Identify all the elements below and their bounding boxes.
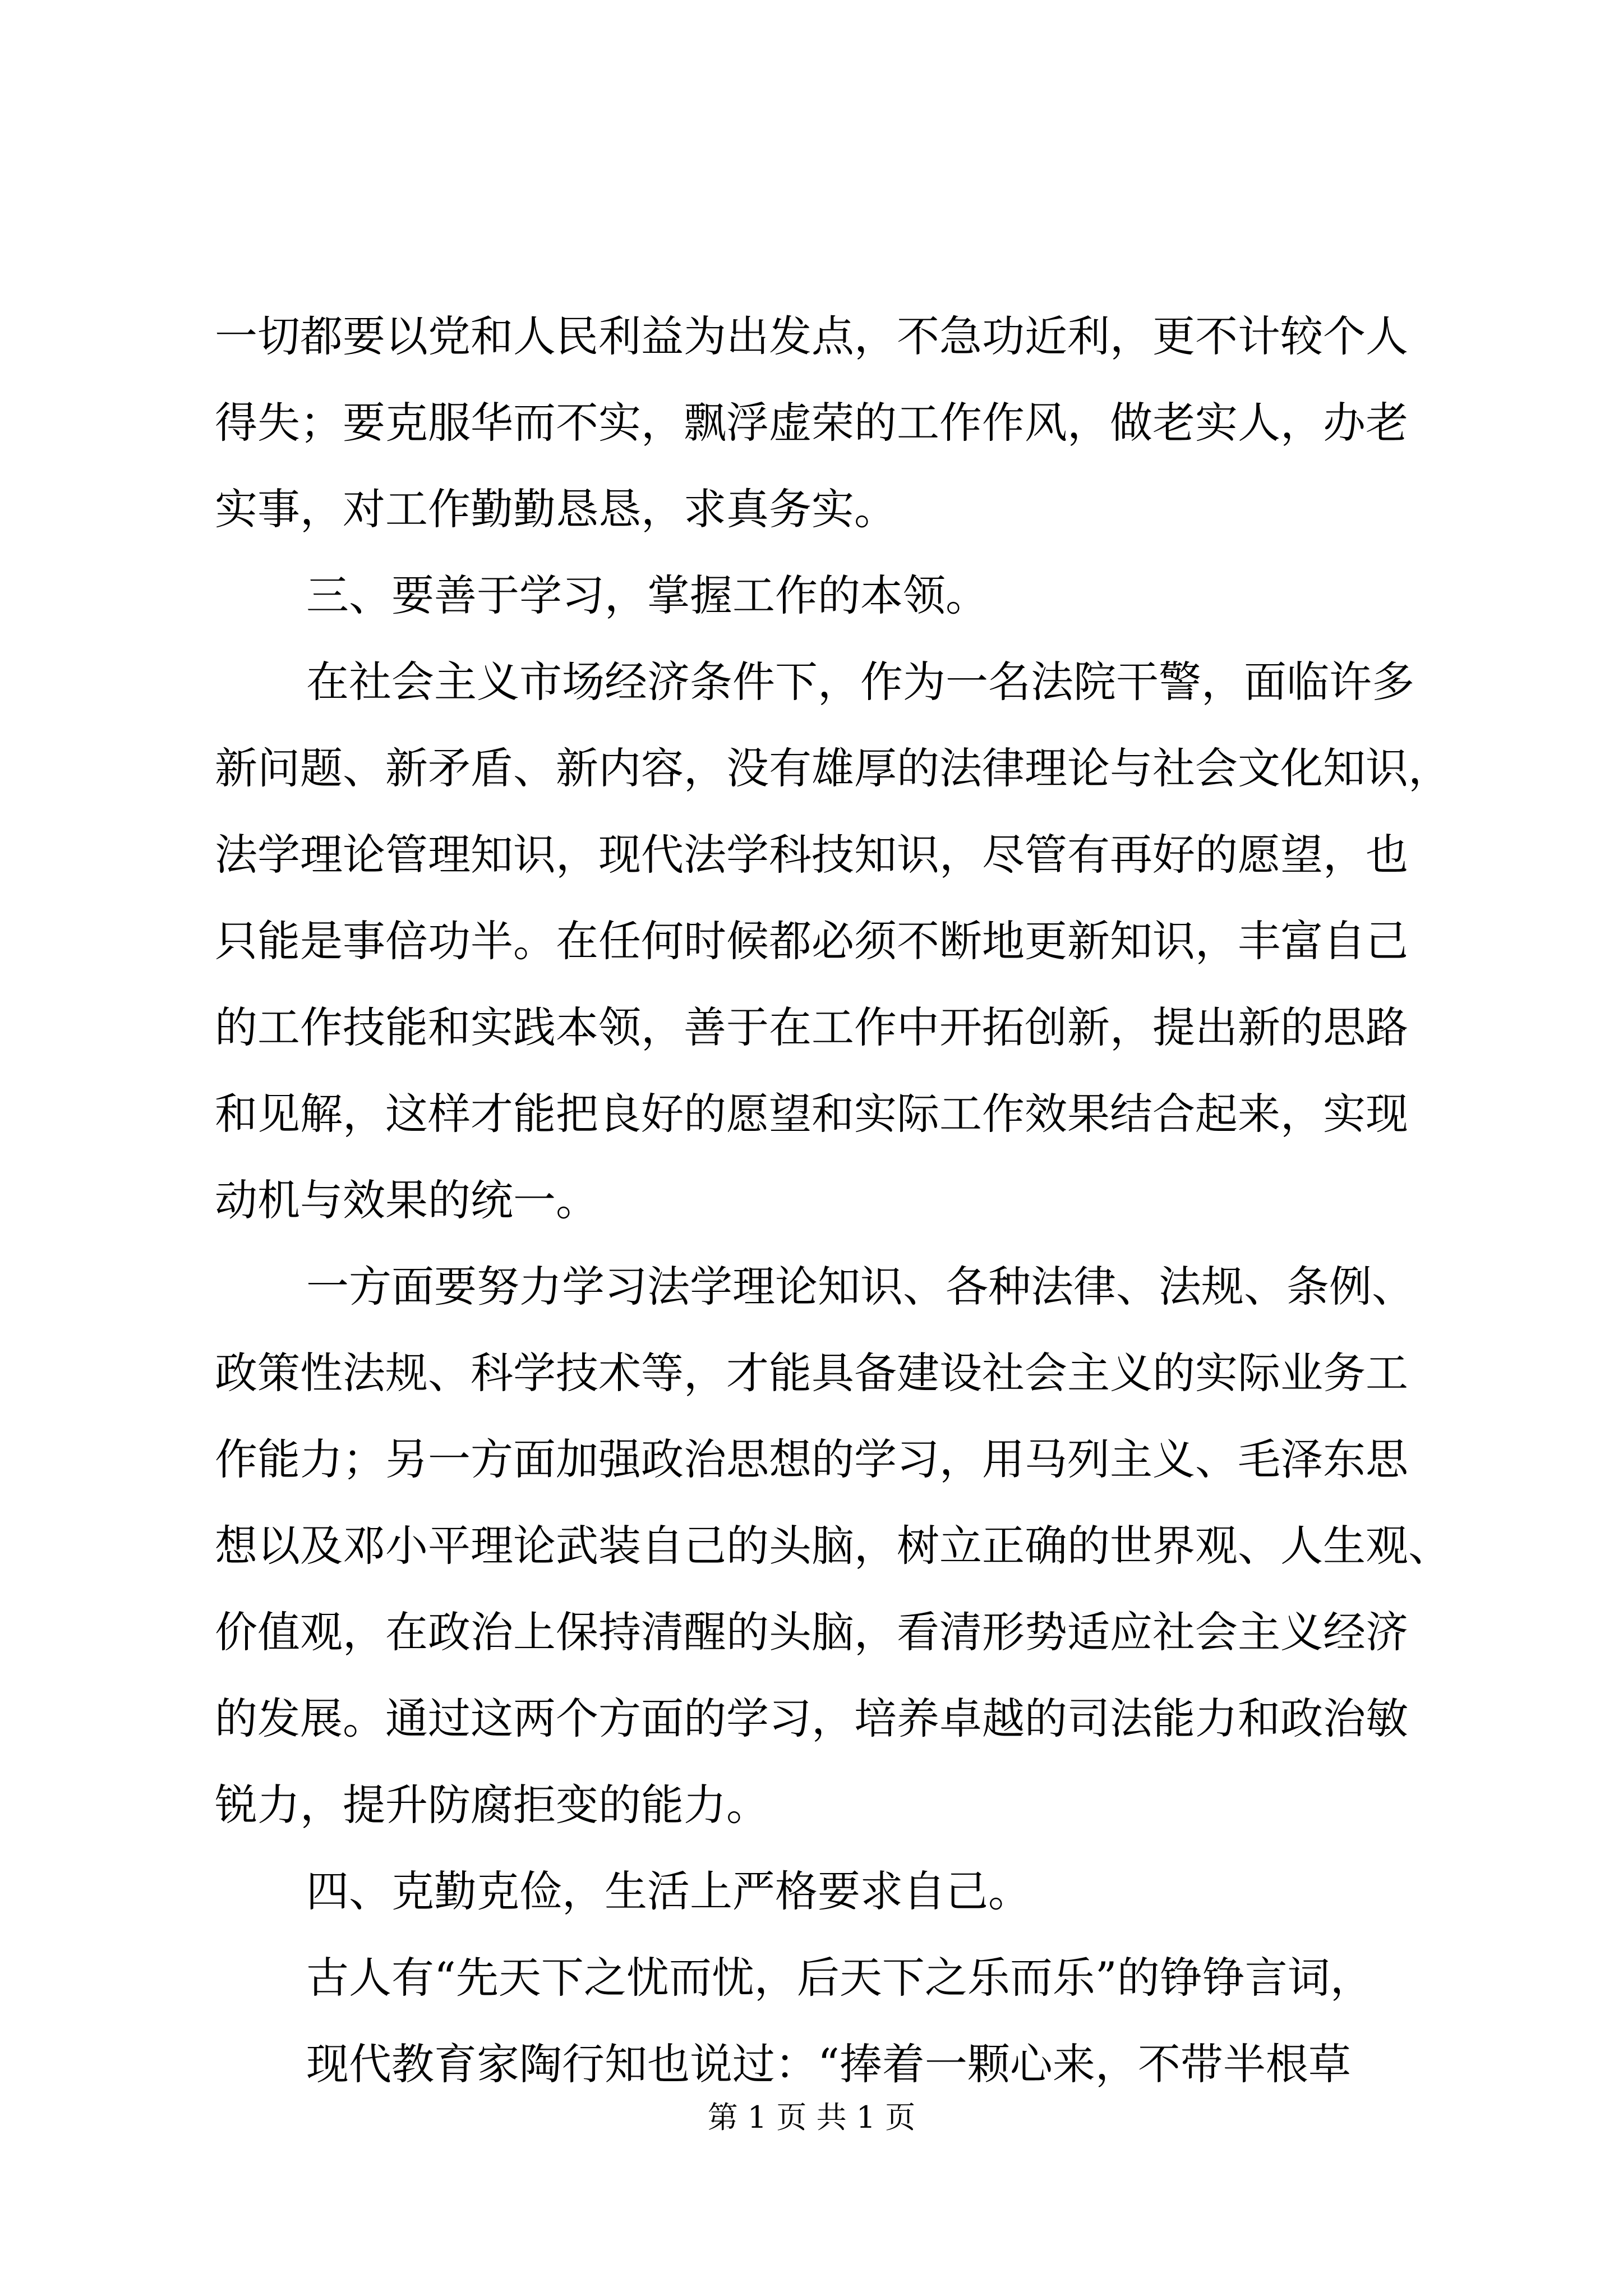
- text-line: 在社会主义市场经济条件下，作为一名法院干警，面临许多: [306, 657, 1414, 707]
- text-line: 只能是事倍功半。在任何时候都必须不断地更新知识，丰富自己: [215, 916, 1408, 966]
- text-line: 想以及邓小平理论武装自己的头脑，树立正确的世界观、人生观、: [215, 1521, 1451, 1571]
- text-line: 一方面要努力学习法学理论知识、各种法律、法规、条例、: [306, 1262, 1414, 1312]
- page-footer: 第 1 页 共 1 页: [707, 2100, 916, 2135]
- body-text: [215, 293, 1451, 2108]
- text-line: 一切都要以党和人民利益为出发点，不急功近利，更不计较个人: [215, 311, 1408, 361]
- text-line: 得失；要克服华而不实，飘浮虚荣的工作作风，做老实人，办老: [215, 398, 1408, 448]
- text-line: 和见解，这样才能把良好的愿望和实际工作效果结合起来，实现: [215, 1089, 1408, 1139]
- text-line: 古人有“先天下之忧而忧，后天下之乐而乐”的铮铮言词，: [306, 1953, 1373, 2003]
- text-line: 实事，对工作勤勤恳恳，求真务实。: [215, 484, 897, 534]
- text-line: 动机与效果的统一。: [215, 1175, 598, 1225]
- text-line: 法学理论管理知识，现代法学科技知识，尽管有再好的愿望，也: [215, 830, 1408, 880]
- text-line: 的工作技能和实践本领，善于在工作中开拓创新，提出新的思路: [215, 1002, 1408, 1052]
- text-line: 的发展。通过这两个方面的学习，培养卓越的司法能力和政治敏: [215, 1694, 1408, 1743]
- text-line: 现代教育家陶行知也说过：“捧着一颗心来，不带半根草: [306, 2039, 1351, 2089]
- text-line: 锐力，提升防腐拒变的能力。: [215, 1780, 769, 1830]
- section-heading: 四、克勤克俭，生活上严格要求自己。: [306, 1866, 1031, 1916]
- text-line: 政策性法规、科学技术等，才能具备建设社会主义的实际业务工: [215, 1348, 1408, 1398]
- text-line: 价值观，在政治上保持清醒的头脑，看清形势适应社会主义经济: [215, 1607, 1408, 1657]
- text-line: 新问题、新矛盾、新内容，没有雄厚的法律理论与社会文化知识，: [215, 743, 1451, 793]
- text-line: 作能力；另一方面加强政治思想的学习，用马列主义、毛泽东思: [215, 1434, 1408, 1484]
- section-heading: 三、要善于学习，掌握工作的本领。: [306, 570, 988, 620]
